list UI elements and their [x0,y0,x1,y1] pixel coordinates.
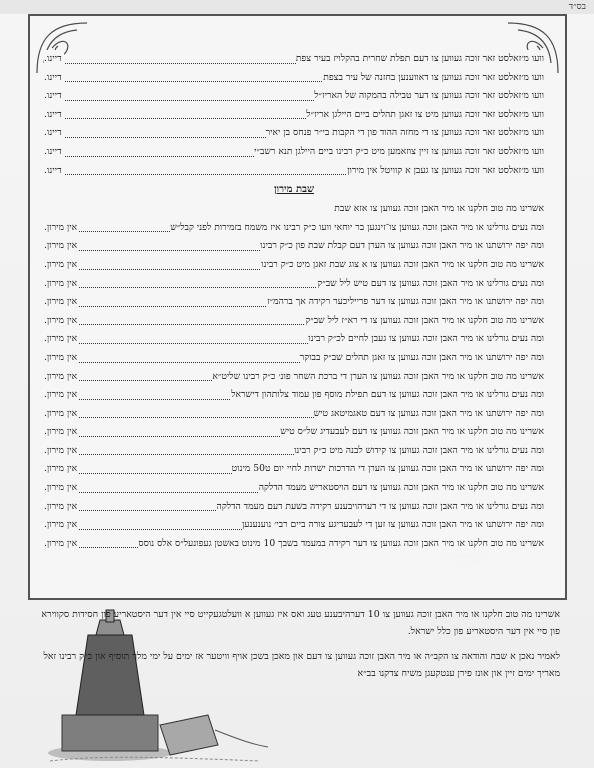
list-item [44,106,544,125]
line-text: וועו מ׳זאלסט זאר זוכה געווען צו דאווענען בחזנה של עיר בצפת [323,69,544,88]
section-heading: שבת מירון [273,184,315,196]
list-item [44,200,544,219]
line-end: אין מירון. [44,479,79,498]
line-text: אשרינו מה טוב חלקנו או מיר האבן זוכה געווען צו אזא שבת [334,203,544,215]
line-text: ומה נעים גורלינו או מיר האבן זוכה געווען צו קידוש לבנה מיט כ״ק רבינו [294,442,544,461]
line-text: אשרינו מה טוב חלקנו או מיר האבן זוכה געווען צו די רא״ז ליל שב״ק [305,312,544,331]
line-end: אין מירון. [44,349,79,368]
line-text: אשרינו מה טוב חלקנו או מיר האבן זוכה געווען צו דעם הויסטאריש מעמד הדלקה [259,479,544,498]
line-end: אין מירון. [44,219,79,238]
list-item [44,312,544,331]
line-end: אין מירון. [44,423,79,442]
line-end: אין מירון. [44,293,79,312]
list-item [44,275,544,294]
list-item [44,423,544,442]
line-text: ומה יפה ירושתנו או מיר האבן זוכה געווען צו דעם טאגמיטאג טיש [314,405,544,424]
line-text: ומה נעים גורלינו או מיר האבן זוכה געווען צו־זינגען בר יוחאי וועו כ״ק רבינו איז משמח בזמירות לפני קבל״ש [170,219,544,238]
line-text: וועו מ׳זאלסט זאר זוכה געווען צו זיין צוזאמען מיט כ״ק רבינו ביים היילגן תנא רשב״י [254,143,544,162]
line-text: ומה יפה ירושתנו או מיר האבן זוכה געווען צו דער פרייליכער רקידה אך ברהמ״ז [267,293,544,312]
closing-paragraph: לאמיר נאכן א שבח והודאה צו הקב״ה או מיר האבן זוכה געווען צו דעם און מאכן בשכן אויף וויטער אז ימים על ימי מלך תוסיף און כ״ק רבינו זאל מאריך ימים זיין און אונז פירן ענטקעגן משיח צדקנו בב״א [43,651,560,679]
line-text: אשרינו מה טוב חלקנו או מיר האבן זוכה געווען צו דער רקידה במעמד בשבך 10 מינוט באשטן געפונעל״ס אלס נוסס [138,535,544,554]
line-text: ומה יפה ירושתנו או מיר האבן זוכה געווען צו זאגן תהלים שב״ק בבוקר [300,349,544,368]
line-end: דיינו. [44,87,64,106]
header-tag: בס״ד [568,2,586,12]
list-item [44,386,544,405]
line-end: אין מירון. [44,405,79,424]
line-text: וועו מ׳זאלסט זאר זוכה געווען צו דער טבילה בהמקוה של האריז״ל [314,87,544,106]
line-text: אשרינו מה טוב חלקנו או מיר האבן זוכה געווען צו דעם לעבעדיג של״ס טיש [280,423,544,442]
list-item [44,69,544,88]
line-end: אין מירון. [44,498,79,517]
line-text: ומה נעים גורלינו או מיר האבן זוכה געווען צו געבן לחיים לכ״ק רבינו [308,330,544,349]
list-item [44,237,544,256]
line-text: ומה יפה ירושתנו או מיר האבן זוכה געווען צו הערן דעם קבלת שבת פון כ״ק רבינו [260,237,544,256]
line-text: ומה נעים גורלינו או מיר האבן זוכה געווען צו די דערהויבענע רקידה בשעת דעם מעמד הדלקה [217,498,544,517]
line-text: וועו מ׳זאלסט זאר זוכה געווען צו דעם תפלת שחרית בהקלויז בעיר צפת [296,50,544,69]
line-end: דיינו. [44,162,64,181]
list-item [44,442,544,461]
list-item [44,219,544,238]
closing-paragraph: אשרינו מה טוב חלקנו או מיר האבן זוכה געווען צו 10 דערהיבענע טעג ואס איז געווען א וועלטגעקייט סיי אין דער היסטאריע פון חסידות סקווירא פון סיי אין דער היסטאריע פון כלל ישראל. [41,609,560,637]
line-end: אין מירון. [44,275,79,294]
line-text: ומה נעים גורלינו או מיר האבן זוכה געווען צו דעם טיש ליל שב״ק [317,275,544,294]
list-item [44,330,544,349]
list-item [44,460,544,479]
line-text: ומה יפה ירושתנו או מיר האבן זוכה געווען צו הערן די הדרכות ישרות לחיי יום ט50 מינוט [232,460,544,479]
scan-top-strip [0,0,594,14]
line-end: אין מירון. [44,460,79,479]
list-item [44,516,544,535]
list-item [44,535,544,554]
line-end: אין מירון. [44,256,79,275]
line-end: דיינו. [44,124,64,143]
list-item [44,479,544,498]
line-end: אין מירון. [44,535,79,554]
closing-text [35,606,560,690]
list-item [44,368,544,387]
line-end: דיינו. [44,106,64,125]
list-item [44,405,544,424]
list-item [44,256,544,275]
line-text: וועו מ׳זאלסט זאר זוכה געווען מיט צו זאגן תהלים ביים היילגן אריז״ל [306,106,544,125]
line-end: אין מירון. [44,386,79,405]
line-text: ומה יפה ירושתנו או מיר האבן זוכה געווען צו זען די לעבעדיגע צורה ביים רבי׳ נוענענען [242,516,544,535]
line-text: אשרינו מה טוב חלקנו או מיר האבן זוכה געווען צו א צוג שבת זאגן מיט כ״ק רבינו [261,256,544,275]
list-item [44,50,544,69]
line-text: אשרינו מה טוב חלקנו או מיר האבן זוכה געווען צו הערן די ברכת השחר פונ׳ כ״ק רבינו שליט״א [212,368,544,387]
line-end: דיינו. [44,50,64,69]
line-end: אין מירון. [44,516,79,535]
list-item [44,143,544,162]
line-end: דיינו. [44,69,64,88]
line-text: ומה נעים גורלינו או מיר האבן זוכה געווען צו דעם תפילת מוסף פון עמוד צלותהון דישראל [231,386,544,405]
line-end: דיינו. [44,143,64,162]
list-item [44,293,544,312]
blessing-list [44,50,544,553]
line-end: אין מירון. [44,368,79,387]
list-item [44,349,544,368]
line-end: אין מירון. [44,237,79,256]
list-item [44,162,544,181]
line-end: אין מירון. [44,330,79,349]
line-end: אין מירון. [44,312,79,331]
list-item [44,124,544,143]
list-item [44,498,544,517]
line-text: וועו מ׳זאלסט זאר זוכה געווען צו געבן א קוויטל אין מירון [347,162,544,181]
line-end: אין מירון. [44,442,79,461]
list-item [44,87,544,106]
line-text: וועו מ׳זאלסט זאר זוכה געווען צו די מחזה ההוד פון די הקבות בי״ר פנחס בן יאיר [266,124,544,143]
